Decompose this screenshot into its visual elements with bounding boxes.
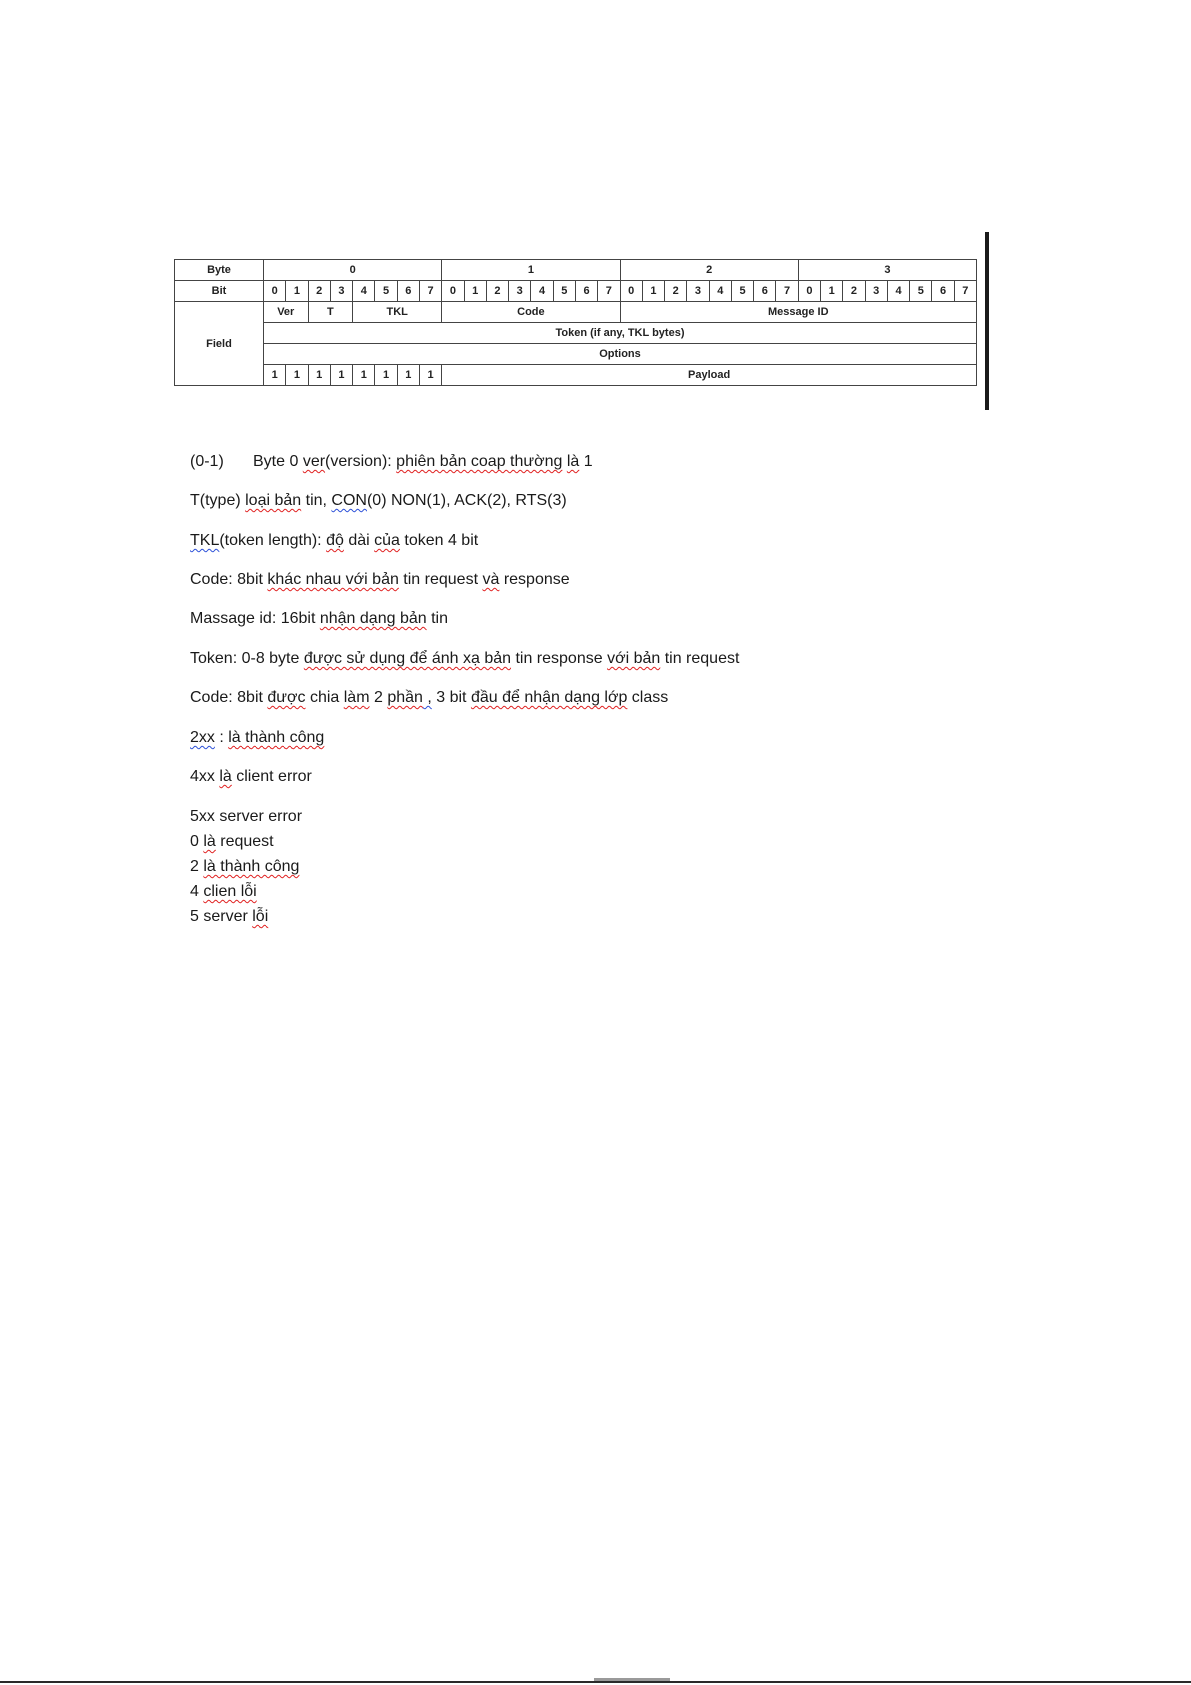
bit-cell: 3 (509, 281, 531, 302)
payload-row (175, 365, 977, 386)
bit-cell: 7 (598, 281, 620, 302)
note-line-5xx: 5xx server error (190, 808, 303, 825)
note-line-2: 2 là thành công (190, 858, 300, 875)
byte-row (175, 260, 977, 281)
bit-cell: 7 (954, 281, 976, 302)
bit-cell: 5 (553, 281, 575, 302)
bit-cell: 5 (910, 281, 932, 302)
bit-cell: 3 (330, 281, 352, 302)
payload-marker-bit: 1 (308, 365, 330, 386)
note-line-2xx: 2xx : là thành công (190, 729, 325, 746)
bit-cell: 4 (709, 281, 731, 302)
options-row (175, 344, 977, 365)
field-row-header (175, 302, 977, 323)
note-line-version: (0-1) Byte 0 ver(version): phiên bản coap thường là 1 (190, 453, 593, 470)
bit-cell: 0 (620, 281, 642, 302)
bit-cell: 1 (286, 281, 308, 302)
page-bottom-mark (594, 1678, 670, 1681)
margin-bar (985, 232, 989, 410)
byte-2: 2 (620, 260, 798, 281)
field-options: Options (264, 344, 977, 365)
payload-marker-bit: 1 (264, 365, 286, 386)
byte-label: Byte (175, 260, 264, 281)
bit-cell: 6 (932, 281, 954, 302)
note-line-type: T(type) loại bản tin, CON(0) NON(1), ACK(2), RTS(3) (190, 492, 567, 509)
bit-cell: 5 (731, 281, 753, 302)
bit-cell: 3 (865, 281, 887, 302)
note-line-tkl: TKL(token length): độ dài của token 4 bit (190, 532, 479, 549)
bit-cell: 3 (687, 281, 709, 302)
page-bottom-rule (0, 1681, 1191, 1683)
byte-0: 0 (264, 260, 442, 281)
coap-header-table (174, 259, 977, 386)
bit-cell: 6 (754, 281, 776, 302)
bit-cell: 1 (821, 281, 843, 302)
field-code: Code (442, 302, 620, 323)
coap-header-diagram (174, 259, 977, 386)
payload-marker-bit: 1 (397, 365, 419, 386)
byte-3: 3 (798, 260, 976, 281)
bit-cell: 5 (375, 281, 397, 302)
bit-cell: 6 (397, 281, 419, 302)
bit-cell: 1 (464, 281, 486, 302)
bit-label: Bit (175, 281, 264, 302)
payload-marker-bit: 1 (353, 365, 375, 386)
note-line-0: 0 là request (190, 833, 274, 850)
payload-marker-bit: 1 (330, 365, 352, 386)
field-label: Field (175, 302, 264, 386)
note-line-code-class: Code: 8bit được chia làm 2 phần , 3 bit đầu để nhận dạng lớp class (190, 689, 669, 706)
note-line-code: Code: 8bit khác nhau với bản tin request và response (190, 571, 570, 588)
bit-cell: 0 (264, 281, 286, 302)
bit-cell: 0 (442, 281, 464, 302)
field-t: T (308, 302, 353, 323)
field-token: Token (if any, TKL bytes) (264, 323, 977, 344)
note-line-message-id: Massage id: 16bit nhận dạng bản tin (190, 610, 448, 627)
bit-cell: 1 (642, 281, 664, 302)
field-payload: Payload (442, 365, 977, 386)
bit-cell: 7 (419, 281, 441, 302)
payload-marker-bit: 1 (419, 365, 441, 386)
byte-1: 1 (442, 260, 620, 281)
note-line-4: 4 clien lỗi (190, 883, 257, 900)
field-ver: Ver (264, 302, 309, 323)
note-line-4xx: 4xx là client error (190, 768, 312, 785)
bit-row (175, 281, 977, 302)
bit-cell: 7 (776, 281, 798, 302)
note-line-token: Token: 0-8 byte được sử dụng để ánh xạ bản tin response với bản tin request (190, 650, 740, 667)
bit-cell: 2 (308, 281, 330, 302)
payload-marker-bit: 1 (286, 365, 308, 386)
token-row (175, 323, 977, 344)
bit-cell: 4 (531, 281, 553, 302)
field-tkl: TKL (353, 302, 442, 323)
bit-cell: 2 (486, 281, 508, 302)
bit-cell: 6 (575, 281, 597, 302)
bit-cell: 0 (798, 281, 820, 302)
bit-cell: 4 (353, 281, 375, 302)
note-line-5: 5 server lỗi (190, 908, 269, 925)
bit-cell: 2 (843, 281, 865, 302)
field-message-id: Message ID (620, 302, 977, 323)
bit-cell: 2 (665, 281, 687, 302)
payload-marker-bit: 1 (375, 365, 397, 386)
bit-cell: 4 (887, 281, 909, 302)
